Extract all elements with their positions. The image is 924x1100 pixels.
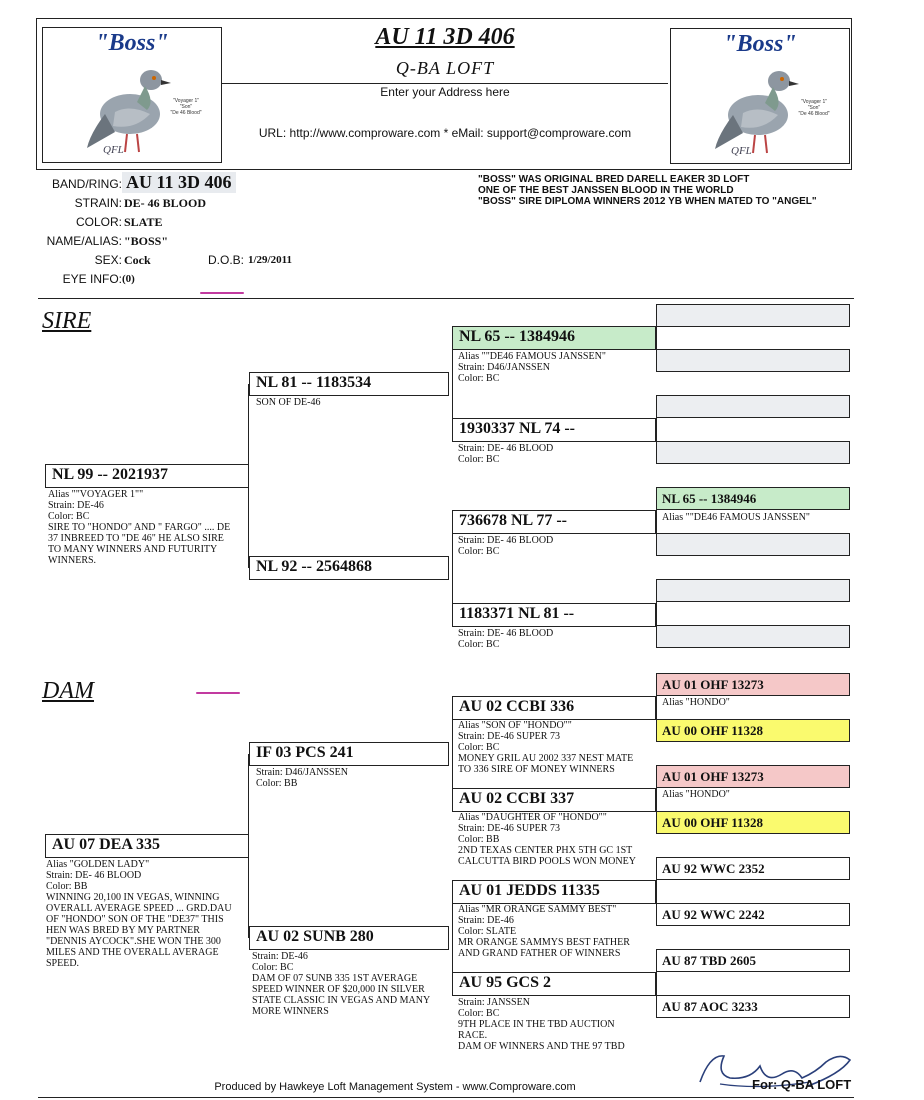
pedigree-box-sd xyxy=(249,556,449,580)
pedigree-box-empty xyxy=(656,533,850,556)
color-value: SLATE xyxy=(124,215,163,229)
pedigree-box-dsdd xyxy=(656,811,850,834)
pedigree-box-empty xyxy=(656,441,850,464)
connector xyxy=(452,522,453,614)
connector xyxy=(452,338,453,430)
pedigree-details: Strain: DE- 46 BLOOD Color: BC xyxy=(458,443,554,465)
pedigree-details: Strain: DE- 46 BLOOD Color: BC xyxy=(458,628,554,650)
pedigree-details: Alias ""VOYAGER 1"" Strain: DE-46 Color: BC SIRE TO "HONDO" AND " FARGO" .... DE 37 INBREED TO "DE 46" HE ALSO SIRE TO MANY WINNERS AND FUTURITY WINNERS. xyxy=(48,489,231,566)
pedigree-box-dssd xyxy=(656,719,850,742)
strain-value: DE- 46 BLOOD xyxy=(124,196,207,210)
pedigree-box-ddss xyxy=(656,857,850,880)
band-number: AU 95 GCS 2 xyxy=(459,974,552,991)
sire-heading: SIRE xyxy=(42,308,92,334)
footer-divider xyxy=(38,1097,854,1098)
pedigree-box-ds xyxy=(249,742,449,766)
pedigree-details: Strain: DE-46 Color: BC DAM OF 07 SUNB 335 1ST AVERAGE SPEED WINNER OF $20,000 IN SILVER STATE CLASSIC IN VEGAS AND MANY MORE WINNERS xyxy=(252,951,431,1017)
photo-left-name: "Boss" xyxy=(95,30,169,56)
pedigree-box-sds xyxy=(452,510,656,534)
band-number: AU 92 WWC 2242 xyxy=(662,907,765,922)
pedigree-box-dds xyxy=(452,880,656,904)
pen-mark xyxy=(196,692,240,694)
band-number: AU 87 AOC 3233 xyxy=(662,999,758,1014)
dob-value: 1/29/2011 xyxy=(248,254,293,266)
sex-value: Cock xyxy=(124,253,151,267)
pedigree-details: Alias "DAUGHTER OF "HONDO"" Strain: DE-46 SUPER 73 Color: BB 2ND TEXAS CENTER PHX 5TH GC 1ST CALCUTTA BIRD POOLS WON MONEY xyxy=(458,812,636,867)
photo-right-logo: QFL xyxy=(731,145,752,157)
band-number: AU 00 OHF 11328 xyxy=(662,815,763,830)
band-number: NL 99 -- 2021937 xyxy=(52,466,168,483)
pedigree-details: Alias "GOLDEN LADY" Strain: DE- 46 BLOOD Color: BB WINNING 20,100 IN VEGAS, WINNING OVERALL AVERAGE SPEED ... GRD.DAU OF "HONDO" SON OF THE "DE37" THIS HEN WAS BRED BY MY PARTNER "DENNIS AYCOCK".SHE WON THE 300 MILES AND THE OVERALL AVERAGE SPEED. xyxy=(46,859,232,969)
band-number: AU 01 JEDDS 11335 xyxy=(459,882,600,899)
band-value: AU 11 3D 406 xyxy=(122,172,236,193)
band-number: AU 02 CCBI 337 xyxy=(459,790,575,807)
eye-value: (0) xyxy=(122,273,135,285)
name-value: "BOSS" xyxy=(124,234,169,248)
pedigree-box-empty xyxy=(656,395,850,418)
pedigree-details: Strain: JANSSEN Color: BC 9TH PLACE IN THE TBD AUCTION RACE. DAM OF WINNERS AND THE 97 TBD xyxy=(458,997,625,1052)
pedigree-box-ss xyxy=(249,372,449,396)
sex-label: SEX: xyxy=(94,253,122,267)
dam-heading: DAM xyxy=(42,678,94,704)
strain-label: STRAIN: xyxy=(74,196,122,210)
band-number: NL 65 -- 1384946 xyxy=(662,491,757,506)
pedigree-box-dddd xyxy=(656,995,850,1018)
pedigree-box-empty xyxy=(656,625,850,648)
pedigree-box-ssd xyxy=(452,418,656,442)
pedigree-details: SON OF DE-46 xyxy=(256,397,321,408)
photo-left-caption: "Voyager 1" "Son" "De 46 Blood" xyxy=(170,98,202,116)
band-number: NL 81 -- 1183534 xyxy=(256,374,372,391)
pedigree-box-sire xyxy=(45,464,249,488)
pedigree-box-dsds xyxy=(656,765,850,788)
band-number: AU 87 TBD 2605 xyxy=(662,953,757,968)
band-number: AU 00 OHF 11328 xyxy=(662,723,763,738)
pen-mark xyxy=(200,292,244,294)
color-label: COLOR: xyxy=(75,215,122,229)
pedigree-box-dsd xyxy=(452,788,656,812)
pedigree-box-ddsd xyxy=(656,903,850,926)
connector xyxy=(452,892,453,984)
dob-label: D.O.B: xyxy=(208,253,245,267)
photo-right xyxy=(670,28,850,164)
photo-left xyxy=(42,27,222,163)
loft-name: Q-BA LOFT xyxy=(395,58,495,78)
band-number: AU 92 WWC 2352 xyxy=(662,861,765,876)
pedigree-details: Alias "HONDO" xyxy=(662,789,730,800)
contact-info: URL: http://www.comproware.com * eMail: support@comproware.com xyxy=(258,126,632,140)
photo-right-name: "Boss" xyxy=(723,31,797,57)
photo-left-logo: QFL xyxy=(103,144,124,156)
band-number: AU 07 DEA 335 xyxy=(52,836,161,853)
note-line: "BOSS" SIRE DIPLOMA WINNERS 2012 YB WHEN MATED TO "ANGEL" xyxy=(478,196,817,207)
connector xyxy=(452,708,453,800)
pedigree-box-sdss xyxy=(656,487,850,510)
band-number: AU 02 CCBI 336 xyxy=(459,698,575,715)
header-divider xyxy=(222,83,668,84)
name-label: NAME/ALIAS: xyxy=(46,234,122,248)
address: Enter your Address here xyxy=(380,85,510,99)
pedigree-box-ddds xyxy=(656,949,850,972)
band-number: NL 65 -- 1384946 xyxy=(459,328,575,345)
band-label: BAND/RING: xyxy=(51,177,122,191)
pedigree-details: Strain: DE- 46 BLOOD Color: BC xyxy=(458,535,554,557)
pedigree-box-sdd xyxy=(452,603,656,627)
pedigree-box-dam xyxy=(45,834,249,858)
pedigree-box-empty xyxy=(656,349,850,372)
pedigree-details: Alias ""DE46 FAMOUS JANSSEN" Strain: D46/JANSSEN Color: BC xyxy=(458,351,606,384)
pedigree-box-ddd xyxy=(452,972,656,996)
page-title: AU 11 3D 406 xyxy=(375,24,515,50)
pedigree-details: Alias "MR ORANGE SAMMY BEST" Strain: DE-46 Color: SLATE MR ORANGE SAMMYS BEST FATHER AND GRAND FATHER OF WINNERS xyxy=(458,904,630,959)
pedigree-box-dss xyxy=(452,696,656,720)
pedigree-box-dd xyxy=(249,926,449,950)
pedigree-box-dsss xyxy=(656,673,850,696)
footer-credit: Produced by Hawkeye Loft Management System - www.Comproware.com xyxy=(214,1081,576,1093)
for-label: For: Q-BA LOFT xyxy=(752,1077,852,1092)
band-number: 1930337 NL 74 -- xyxy=(459,420,575,437)
band-number: 1183371 NL 81 -- xyxy=(459,605,575,622)
note-line: ONE OF THE BEST JANSSEN BLOOD IN THE WORLD xyxy=(478,185,734,196)
band-number: IF 03 PCS 241 xyxy=(256,744,354,761)
band-number: NL 92 -- 2564868 xyxy=(256,558,372,575)
pedigree-details: Strain: D46/JANSSEN Color: BB xyxy=(256,767,348,789)
pedigree-details: Alias "SON OF "HONDO"" Strain: DE-46 SUPER 73 Color: BC MONEY GRIL AU 2002 337 NEST MATE TO 336 SIRE OF MONEY WINNERS xyxy=(458,720,634,775)
pedigree-box-empty xyxy=(656,304,850,327)
band-number: AU 02 SUNB 280 xyxy=(256,928,374,945)
band-number: AU 01 OHF 13273 xyxy=(662,677,764,692)
pedigree-details: Alias ""DE46 FAMOUS JANSSEN" xyxy=(662,512,810,523)
eye-label: EYE INFO: xyxy=(62,272,122,286)
pedigree-box-sss xyxy=(452,326,656,350)
pedigree-details: Alias "HONDO" xyxy=(662,697,730,708)
band-number: AU 01 OHF 13273 xyxy=(662,769,764,784)
photo-right-caption: "Voyager 1" "Son" "De 46 Blood" xyxy=(798,99,830,117)
note-line: "BOSS" WAS ORIGINAL BRED DARELL EAKER 3D LOFT xyxy=(478,174,750,185)
pedigree-box-empty xyxy=(656,579,850,602)
section-divider xyxy=(38,298,854,299)
band-number: 736678 NL 77 -- xyxy=(459,512,567,529)
